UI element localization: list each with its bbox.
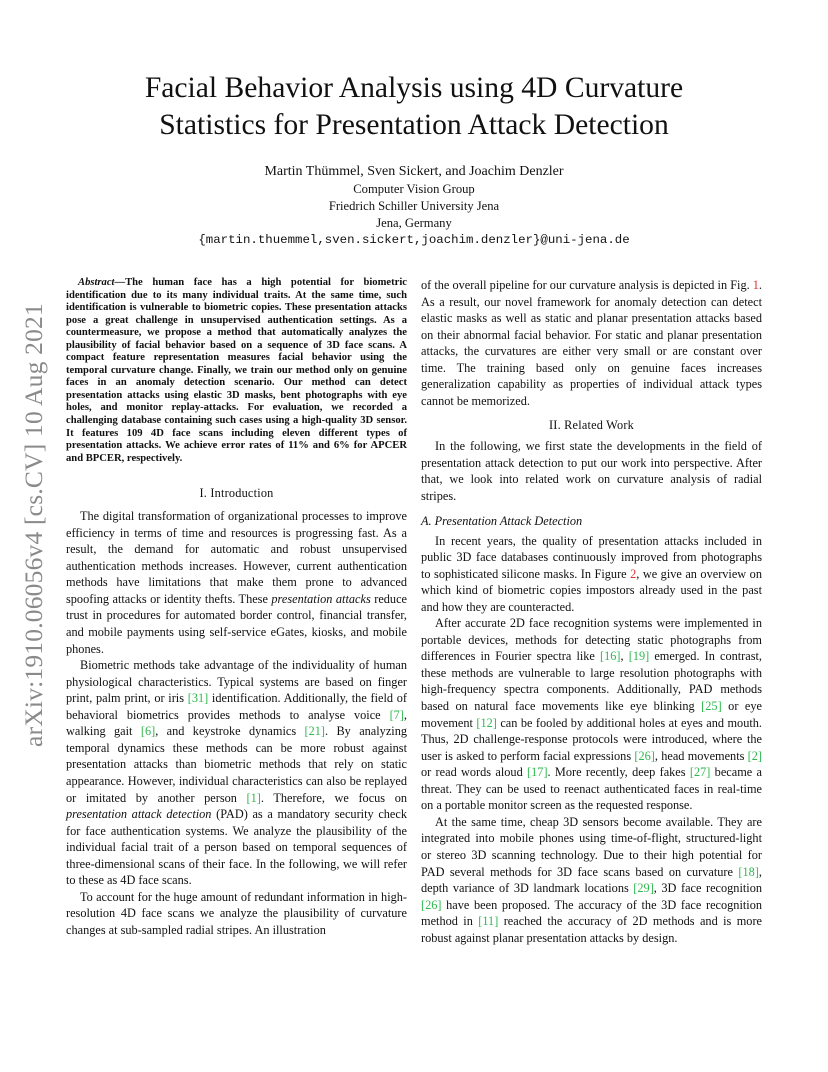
citation-link[interactable]: [2] xyxy=(747,748,763,763)
text-run: . Therefore, we focus on xyxy=(260,790,407,805)
left-column xyxy=(66,277,407,938)
citation-link[interactable]: [11] xyxy=(478,914,499,929)
arxiv-watermark: arXiv:1910.06056v4 [cs.CV] 10 Aug 2021 xyxy=(19,303,48,747)
intro-paragraph-1 xyxy=(66,508,407,657)
intro-paragraph-2 xyxy=(66,657,407,889)
citation-link[interactable]: [18] xyxy=(738,864,759,879)
subsection-heading-pad: A. Presentation Attack Detection xyxy=(421,513,583,528)
text-run: identification. Additionally, the field of behavioral biometrics provides methods to analyse voice xyxy=(66,691,407,722)
section-heading-related-work: II. Related Work xyxy=(549,418,634,433)
section-heading-introduction: I. Introduction xyxy=(199,486,274,501)
right-column xyxy=(421,277,762,946)
citation-link[interactable]: [27] xyxy=(689,765,711,780)
pad-paragraph-1 xyxy=(421,533,762,616)
text-run: , depth variance of 3D landmark locations xyxy=(421,864,762,896)
text-run: , xyxy=(620,649,629,664)
text-run: emerged. In contrast, these methods are vulnerable to large resolution photographs with high-frequency spectra components. Additionally, PAD methods based on natural face movements like eye blinking xyxy=(421,649,762,714)
text-run: , 3D face recognition xyxy=(653,881,762,896)
title-line-1: Facial Behavior Analysis using 4D Curvature xyxy=(144,72,684,104)
text-run: Biometric methods take advantage of the individuality of human physiological characteristics. Typical systems are based on finger print, palm print, or iris xyxy=(66,658,407,706)
text-run: , and keystroke dynamics xyxy=(155,724,305,739)
citation-link[interactable]: [19] xyxy=(628,649,650,664)
citation-link[interactable]: [31] xyxy=(187,691,209,706)
citation-link[interactable]: [21] xyxy=(304,724,325,739)
emphasis: presentation attacks xyxy=(271,591,371,606)
citation-link[interactable]: [12] xyxy=(476,715,497,730)
text-run: reached the accuracy of 2D methods and is more robust against planar presentation attacks by design. xyxy=(421,914,762,945)
text-run: The digital transformation of organizational processes to improve efficiency in terms of time and resources is progressing fast. As a result, the demand for automatic and robust unsupervised authentication methods increases. However, current authentication methods have limitations that make them prone to advanced spoofing attacks or identity thefts. These xyxy=(66,509,407,606)
citation-link[interactable]: [7] xyxy=(389,707,404,722)
pad-paragraph-2 xyxy=(421,615,762,814)
abstract-label: Abstract xyxy=(78,277,115,288)
text-run: , walking gait xyxy=(66,707,407,739)
text-run: In recent years, the quality of presentation attacks included in public 3D face databases continuously improved from photographs to sophisticated silicone masks. In Figure xyxy=(421,533,762,581)
text-run: can be fooled by additional holes at eyes and mouth. Thus, 2D challenge-response protocols were introduced, where the user is asked to perform facial expressions xyxy=(421,715,762,763)
text-run: At the same time, cheap 3D sensors become available. They are integrated into mobile phones using time-of-flight, structured-light or stereo 3D scanning technology. Due to their high potential for PAD several methods for 3D face scans based on curvature xyxy=(421,814,762,879)
text-run: , we give an overview on which kind of biometric copies impostors already used in the past and how they are counteracted. xyxy=(421,566,762,614)
citation-link[interactable]: [16] xyxy=(600,649,621,664)
text-run: . As a result, our novel framework for anomaly detection can detect elastic masks as well as static and planar presentation attacks based on their abnormal facial behavior. For static and planar presentation attacks, the curvatures are either very small or are constant over time. The training based only on genuine faces increases generalization capability as properties of individual attack types cannot be memorized. xyxy=(421,278,762,408)
related-work-paragraph: In the following, we first state the developments in the field of presentation attack detection to put our work into perspective. After that, we look into related work on curvature analysis of radial stripes. xyxy=(421,439,762,504)
citation-link[interactable]: [26] xyxy=(421,897,442,912)
paper-title xyxy=(40,70,788,144)
author-list: Martin Thümmel, Sven Sickert, and Joachim Denzler xyxy=(264,164,564,179)
citation-link[interactable]: [17] xyxy=(527,765,548,780)
text-run: of the overall pipeline for our curvature analysis is depicted in Fig. xyxy=(421,278,753,292)
text-run: or read words aloud xyxy=(421,765,528,780)
text-run: After accurate 2D face recognition systems were implemented in portable devices, methods for detecting static photographs from differences in Fourier spectra like xyxy=(421,616,762,664)
affiliation-location: Jena, Germany xyxy=(376,216,452,230)
abstract xyxy=(66,277,407,465)
citation-link[interactable]: [25] xyxy=(701,699,722,714)
text-run: (PAD) as a mandatory security check for face authentication systems. We analyze the plausibility of the individual facial trait of a person based on temporal sequences of three-dimensional scans of their face. In the following, we will refer to these as 4D face scans. xyxy=(66,807,407,888)
pad-paragraph-3 xyxy=(421,814,762,946)
affiliation-block xyxy=(40,181,788,249)
emphasis: presentation attack detection xyxy=(66,807,212,822)
text-run: or eye movement xyxy=(421,699,762,730)
abstract-text: —The human face has a high potential for biometric identification due to its many individual traits. At the same time, such identification is vulnerable to biometric copies. These presentation attacks pose a great challenge in unsupervised authentication settings. As a countermeasure, we propose a method that automatically analyzes the plausibility of facial behavior based on a sequence of 3D face scans. A compact feature representation measures facial behavior using the temporal curvature change. Finally, we train our method only on genuine faces in an anomaly detection scenario. Our method can detect presentation attacks using elastic 3D masks, bent photographs with eye holes, and monitor replay-attacks. For evaluation, we recorded a challenging database containing such cases using a high-quality 3D sensor. It features 109 4D face scans including eleven different types of presentation attacks. We achieve error rates of 11% and 6% for APCER and BPCER, respectively. xyxy=(66,277,407,464)
text-run: . By analyzing temporal dynamics these methods can be more robust against presentation attacks than biometric methods that rely on static appearance. However, individual characteristics can also be replayed or imitated by another person xyxy=(66,724,407,805)
text-run: have been proposed. The accuracy of the 3D face recognition method in xyxy=(421,897,762,929)
figure-link[interactable]: 1 xyxy=(752,278,759,292)
citation-link[interactable]: [26] xyxy=(634,748,655,763)
title-line-2: Statistics for Presentation Attack Detection xyxy=(159,109,669,141)
author-emails: {martin.thuemmel,sven.sickert,joachim.denzler}@uni-jena.de xyxy=(198,233,630,247)
affiliation-group: Computer Vision Group xyxy=(353,182,475,196)
text-run: reduce trust in procedures for automated border control, financial transfer, and mobile payments using self-service eGates, kiosks, and mobile phones. xyxy=(66,591,407,656)
figure-link[interactable]: 2 xyxy=(630,566,637,581)
pipeline-paragraph xyxy=(421,277,762,409)
citation-link[interactable]: [6] xyxy=(140,724,156,739)
text-run: . More recently, deep fakes xyxy=(547,765,690,780)
affiliation-university: Friedrich Schiller University Jena xyxy=(328,199,500,213)
text-run: became a threat. They can be used to reenact authenticated faces in real-time on a portable monitor screen as the requested response. xyxy=(421,765,762,813)
citation-link[interactable]: [1] xyxy=(246,790,261,805)
intro-paragraph-3: To account for the huge amount of redundant information in high-resolution 4D face scans we analyze the plausibility of curvature changes at sub-sampled radial stripes. An illustration xyxy=(66,889,407,937)
text-run: , head movements xyxy=(654,748,748,763)
citation-link[interactable]: [29] xyxy=(633,881,654,896)
